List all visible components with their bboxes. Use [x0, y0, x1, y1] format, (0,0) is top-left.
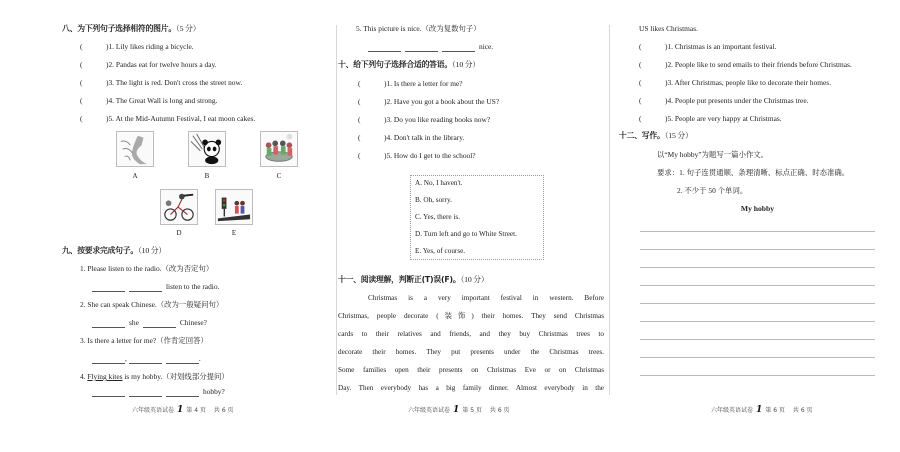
question-prompt: 1. Please listen to the radio.（改为否定句）: [80, 264, 214, 273]
page-footer: [408, 405, 510, 415]
question-prompt: 2. She can speak Chinese.（改为一般疑问句）: [80, 300, 224, 309]
answer-bracket[interactable]: (: [80, 78, 83, 87]
answer-text: listen to the radio.: [166, 282, 220, 291]
writing-line[interactable]: [640, 231, 875, 232]
picture-label: A: [132, 172, 138, 180]
writing-line[interactable]: [640, 375, 875, 376]
section-title: 十一、阅读理解，判断正(T)误(F)。: [338, 275, 461, 284]
question-item: [358, 79, 463, 89]
answer-blank[interactable]: [166, 389, 199, 397]
question-text: )2. People like to send emails to their friends before Christmas.: [665, 60, 852, 69]
section-9-heading: [62, 246, 166, 256]
question-item: [80, 78, 242, 88]
question-prompt: 5. This picture is nice.（改为复数句子）: [356, 24, 481, 33]
section-11-heading: [338, 275, 489, 285]
passage-line: cards to their relatives and friends, and they buy Christmas trees to: [338, 330, 604, 338]
answer-bracket[interactable]: (: [80, 96, 83, 105]
question-text: )1. Christmas is an important festival.: [665, 42, 777, 51]
section-points: （15 分）: [664, 131, 693, 140]
question-item: [80, 42, 194, 52]
answer-blank[interactable]: [166, 356, 199, 364]
page-number: 第 4 页: [186, 407, 206, 414]
writing-line[interactable]: [640, 267, 875, 268]
question-text: )5. At the Mid-Autumn Festival, I eat moon cakes.: [106, 114, 256, 123]
question-item: [80, 96, 217, 106]
question-text: )2. Pandas eat for twelve hours a day.: [106, 60, 217, 69]
answer-option: B. Oh, sorry.: [415, 196, 452, 204]
underlined-phrase: Flying kites: [87, 372, 123, 381]
answer-bracket[interactable]: (: [358, 97, 361, 106]
page-footer: [711, 405, 813, 415]
answer-blank[interactable]: [129, 389, 162, 397]
answer-bracket[interactable]: (: [639, 42, 642, 51]
section-points: （10 分）: [137, 246, 167, 255]
answer-blank[interactable]: [92, 356, 125, 364]
picture-label: B: [204, 172, 210, 180]
writing-line[interactable]: [640, 339, 875, 340]
answer-bracket[interactable]: (: [358, 79, 361, 88]
passage-line: Day. Then everybody has a big family dinner. Almost everybody in the: [338, 384, 604, 392]
exam-title: 六年级英语试卷: [408, 407, 451, 414]
question-text: )1. Is there a letter for me?: [384, 79, 463, 88]
answer-blank[interactable]: [129, 284, 162, 292]
question-item: [80, 114, 255, 124]
answer-blank[interactable]: [92, 389, 125, 397]
section-8-heading: [62, 24, 200, 34]
logo-icon: 1: [453, 405, 460, 415]
page-5-column: [338, 0, 608, 452]
great-wall-icon: [116, 131, 154, 167]
answer-options-box: [410, 175, 544, 260]
picture-label: C: [276, 172, 282, 180]
family-mooncake-icon: [260, 131, 298, 167]
period: .: [198, 354, 201, 363]
section-title: 十二、写作。: [619, 131, 665, 140]
question-item: [639, 114, 782, 124]
section-title: 十、给下列句子选择合适的答语。: [338, 60, 452, 69]
answer-bracket[interactable]: (: [639, 60, 642, 69]
question-text: )4. Don't talk in the library.: [384, 133, 465, 142]
answer-text: Chinese?: [179, 318, 207, 327]
page-6-column: [619, 0, 890, 452]
answer-line: [92, 387, 225, 397]
passage-line: US likes Christmas.: [639, 24, 698, 33]
answer-option: C. Yes, there is.: [415, 213, 460, 221]
answer-text: nice.: [479, 42, 494, 51]
question-item: [639, 42, 776, 52]
answer-line: [92, 354, 201, 364]
column-divider: [609, 25, 610, 395]
answer-bracket[interactable]: (: [358, 133, 361, 142]
writing-instruction: 以“My hobby”为题写一篇小作文。: [657, 150, 769, 159]
passage-line: decorate their homes. They put presents under the Christmas trees.: [338, 348, 604, 356]
answer-blank[interactable]: [368, 44, 401, 52]
passage-line: Christmas is a very important festival in western. Before: [368, 294, 604, 302]
answer-option: D. Turn left and go to White Street.: [415, 230, 517, 238]
logo-icon: 1: [756, 405, 763, 415]
page-number: 第 6 页: [765, 407, 785, 414]
section-points: （5 分）: [175, 24, 201, 33]
picture-label: D: [176, 229, 182, 237]
answer-blank[interactable]: [92, 320, 125, 328]
passage-line: Some families open their presents on Christmas Eve or on Christmas: [338, 366, 604, 374]
page-footer: [132, 405, 234, 415]
traffic-light-icon: [215, 189, 253, 225]
answer-text: she: [129, 318, 139, 327]
answer-option: A. No, I haven't.: [415, 179, 463, 187]
writing-line[interactable]: [640, 321, 875, 322]
answer-bracket[interactable]: (: [639, 96, 642, 105]
question-prompt: 3. Is there a letter for me?（作肯定回答）: [80, 336, 208, 345]
page-total: 共 6 页: [213, 407, 234, 414]
question-text: )5. People are very happy at Christmas.: [665, 114, 782, 123]
writing-requirement: 要求：1. 句子连贯通顺、条理清晰、标点正确、时态准确。: [657, 168, 850, 177]
question-text: )3. The light is red. Don't cross the street now.: [106, 78, 243, 87]
girl-bicycle-icon: [160, 189, 198, 225]
comma: ,: [125, 354, 127, 363]
section-title: 八、为下列句子选择相符的图片。: [62, 24, 176, 33]
question-item: [639, 60, 852, 70]
logo-icon: 1: [177, 405, 184, 415]
answer-option: E. Yes, of course.: [415, 247, 466, 255]
section-12-heading: [619, 131, 693, 141]
answer-blank[interactable]: [442, 44, 475, 52]
answer-blank[interactable]: [405, 44, 438, 52]
page-4-column: [62, 0, 324, 452]
answer-line: [92, 282, 219, 292]
question-item: [358, 115, 490, 125]
answer-bracket[interactable]: (: [80, 60, 83, 69]
answer-bracket[interactable]: (: [80, 42, 83, 51]
writing-line[interactable]: [640, 285, 875, 286]
panda-icon: [188, 131, 226, 167]
section-points: （10 分）: [451, 60, 480, 69]
answer-blank[interactable]: [143, 320, 176, 328]
prompt-text: is my hobby.（对划线部分提问）: [122, 372, 229, 381]
page-number: 第 5 页: [462, 407, 482, 414]
question-item: [80, 60, 217, 70]
section-title: 九、按要求完成句子。: [62, 246, 138, 255]
question-text: )4. People put presents under the Christmas tree.: [665, 96, 809, 105]
answer-text: hobby?: [203, 387, 225, 396]
writing-line[interactable]: [640, 357, 875, 358]
question-prompt: 4. Flying kites is my hobby.（对划线部分提问）: [80, 372, 229, 381]
question-item: [639, 96, 808, 106]
essay-title: My hobby: [740, 204, 775, 213]
exam-title: 六年级英语试卷: [132, 407, 175, 414]
answer-bracket[interactable]: (: [358, 115, 361, 124]
section-10-heading: [338, 60, 480, 70]
answer-bracket[interactable]: (: [358, 151, 361, 160]
question-item: [639, 78, 831, 88]
column-divider: [336, 25, 337, 395]
passage-line: Christmas, people decorate (装饰) their homes. They send Christmas: [338, 312, 604, 320]
question-item: [358, 151, 476, 161]
question-item: [358, 97, 499, 107]
question-text: )5. How do I get to the school?: [384, 151, 476, 160]
writing-requirement: 2. 不少于 50 个单词。: [677, 186, 748, 195]
picture-label: E: [231, 229, 237, 237]
answer-bracket[interactable]: (: [639, 114, 642, 123]
section-points: （10 分）: [460, 275, 489, 284]
writing-line[interactable]: [640, 303, 875, 304]
question-text: )3. Do you like reading books now?: [384, 115, 491, 124]
answer-line: [368, 42, 493, 52]
question-text: )3. After Christmas, people like to decorate their homes.: [665, 78, 832, 87]
question-text: )2. Have you got a book about the US?: [384, 97, 500, 106]
question-item: [358, 133, 464, 143]
question-text: )4. The Great Wall is long and strong.: [106, 96, 218, 105]
answer-blank[interactable]: [129, 356, 162, 364]
page-total: 共 6 页: [792, 407, 813, 414]
answer-blank[interactable]: [92, 284, 125, 292]
exam-title: 六年级英语试卷: [711, 407, 754, 414]
question-text: )1. Lily likes riding a bicycle.: [106, 42, 194, 51]
writing-line[interactable]: [640, 249, 875, 250]
answer-bracket[interactable]: (: [80, 114, 83, 123]
page-total: 共 6 页: [489, 407, 510, 414]
answer-bracket[interactable]: (: [639, 78, 642, 87]
answer-line: [92, 318, 207, 328]
